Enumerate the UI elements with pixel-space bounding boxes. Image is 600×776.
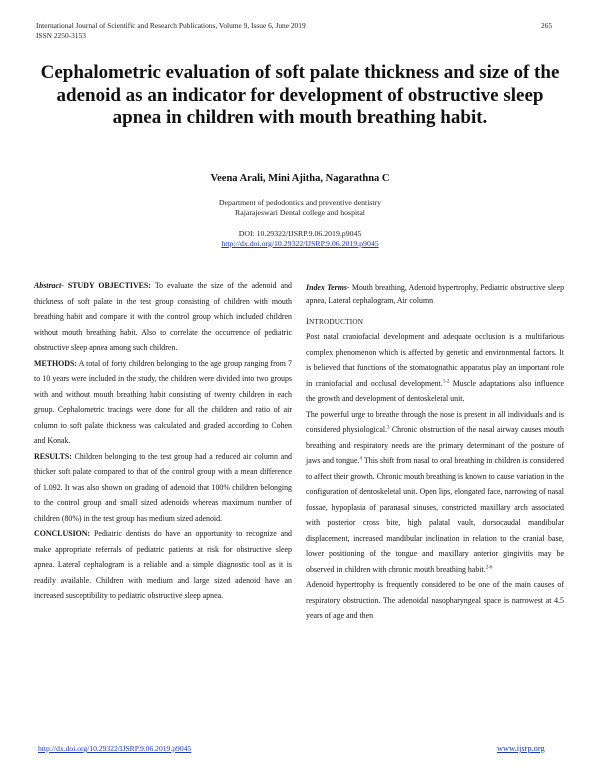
abstract-objectives: Abstract- STUDY OBJECTIVES: To evaluate the size of the adenoid and thickness of soft palate in the test group consisting of children with mouth breathing habit and compare it with the control group which included children without mouth breathing habit. Also to correlate the occurrence of pediatric obstructive sleep apnea among such children.: [34, 281, 292, 352]
issn: ISSN 2250-3153: [36, 30, 86, 40]
footer-doi-link[interactable]: http://dx.doi.org/10.29322/IJSRP.9.06.2019.p9045: [38, 744, 192, 753]
conclusion-label: CONCLUSION:: [34, 529, 91, 538]
section-heading-introduction: INTRODUCTION: [306, 317, 364, 326]
conclusion-text: Pediatric dentists do have an opportunity to recognize and make appropriate referrals of pediatric patients at risk for obstructive sleep apnea. Lateral cephalogram is a reliable and a simple diagnostic tool as it is readily available. Children with medium and large sized adenoid have an increased susceptibility to pediatric obstructive sleep apnea.: [34, 529, 292, 600]
affiliation-dept: Department of pedodontics and preventive dentistry: [218, 198, 382, 207]
index-terms-label: Index Terms: [306, 283, 347, 292]
abstract-column: [34, 278, 292, 604]
methods-label: METHODS:: [34, 358, 77, 368]
objectives-label: STUDY OBJECTIVES:: [67, 281, 151, 290]
affiliation-institution: Rajarajeswari Dental college and hospital: [235, 208, 365, 217]
intro-paragraph-1: Post natal craniofacial development and adequate occlusion is a multifarious complex phenomenon which is affected by genetic and environmental factors. It is believed that functions of the stomatognathic apparatus play an important role in craniofacial and occlusal development.$^{1-2}$ Muscle adaptations also influence the growth and development of dentoskeletal unit.: [306, 332, 564, 403]
page-number: 265: [541, 21, 553, 30]
abstract-results: [34, 449, 292, 527]
authors: Veena Arali, Mini Ajitha, Nagarathna C: [210, 173, 390, 184]
index-terms-text: Mouth breathing, Adenoid hypertrophy, Pediatric obstructive sleep apnea, Lateral cephalogram, Air column: [306, 283, 565, 305]
intro-paragraph-3: Adenoid hypertrophy is frequently considered to be one of the main causes of respiratory obstruction. The adenoidal nasopharyngeal space is narrowest at 4.5 years of age and then: [306, 580, 564, 620]
objectives-text: To evaluate the size of the adenoid and thickness of soft palate in the test group consisting of children with mouth breathing habit and compare it with the control group which included children without mouth breathing habit. Also to correlate the occurrence of pediatric obstructive sleep apnea among such children.: [34, 281, 292, 352]
footer-doi: [38, 744, 191, 753]
citation: 4: [359, 456, 362, 462]
footer-site-link[interactable]: www.ijsrp.org: [497, 744, 545, 753]
doi-link[interactable]: http://dx.doi.org/10.29322/IJSRP.9.06.2019.p9045: [221, 238, 379, 248]
citation: 3: [387, 425, 390, 431]
abstract-label: Abstract: [34, 281, 62, 290]
results-label: RESULTS:: [34, 451, 72, 461]
abstract-conclusion: [34, 526, 292, 604]
intro-paragraph-2: The powerful urge to breathe through the nose is present in all individuals and is considered physiological.$^3$ Chronic obstruction of the nasal airway causes mouth breathing and respiratory needs are the primary determinant of the posture of jaws and tongue.$^4$ This shift from nasal to oral breathing in children is considered to affect their growth. Chronic mouth breathing is known to cause variation in the configuration of dentoskeletal unit. Open lips, elongated face, narrowing of nasal fossae, hypoplasia of paranasal sinuses, constricted maxillary arch associated with posterior cross bite, high palatal vault, dorsocaudal mandibular displacement, increased mandibular inclination in relation to the cranial base, lower positioning of the tongue and maxillary anterior gingivitis may be observed in children with chronic mouth breathing habit.$^{2-6}$: [306, 409, 565, 574]
doi-text: DOI: 10.29322/IJSRP.9.06.2019.p9045: [238, 229, 362, 238]
running-header: [36, 21, 306, 40]
citation: 1-2: [442, 378, 450, 384]
methods-text: A total of forty children belonging to the age group ranging from 7 to 10 years were included in the study, the children were divided into two groups with and without mouth breathing habit consisting of twenty children in each group. Cephalometric tracings were done for all the children and ratio of air column to soft palate thickness was calculated and graded according to Cohen and Konak.: [34, 358, 292, 445]
abstract-methods: [34, 356, 292, 449]
index-terms: Index Terms- Mouth breathing, Adenoid hypertrophy, Pediatric obstructive sleep apnea, Lateral cephalogram, Air column: [306, 283, 565, 305]
footer-site: [497, 744, 545, 753]
doi-block: [30, 229, 570, 248]
paper-title: Cephalometric evaluation of soft palate thickness and size of the adenoid as an indicator for development of obstructive sleep apnea in children with mouth breathing habit.: [40, 62, 560, 128]
affiliation: [30, 198, 570, 218]
body-column: [306, 281, 564, 624]
results-text: Children belonging to the test group had a reduced air column and thicker soft palate compared to that of the control group with a mean difference of 1.092. It was also shown on grading of adenoid that 100% children belonging to the control group and small sized adenoids whereas maximum number of children (80%) in the test group has medium sized adenoid.: [34, 451, 292, 523]
journal-line: International Journal of Scientific and Research Publications, Volume 9, Issue 6, June 2019: [36, 21, 306, 30]
citation: 2-6: [485, 564, 493, 570]
